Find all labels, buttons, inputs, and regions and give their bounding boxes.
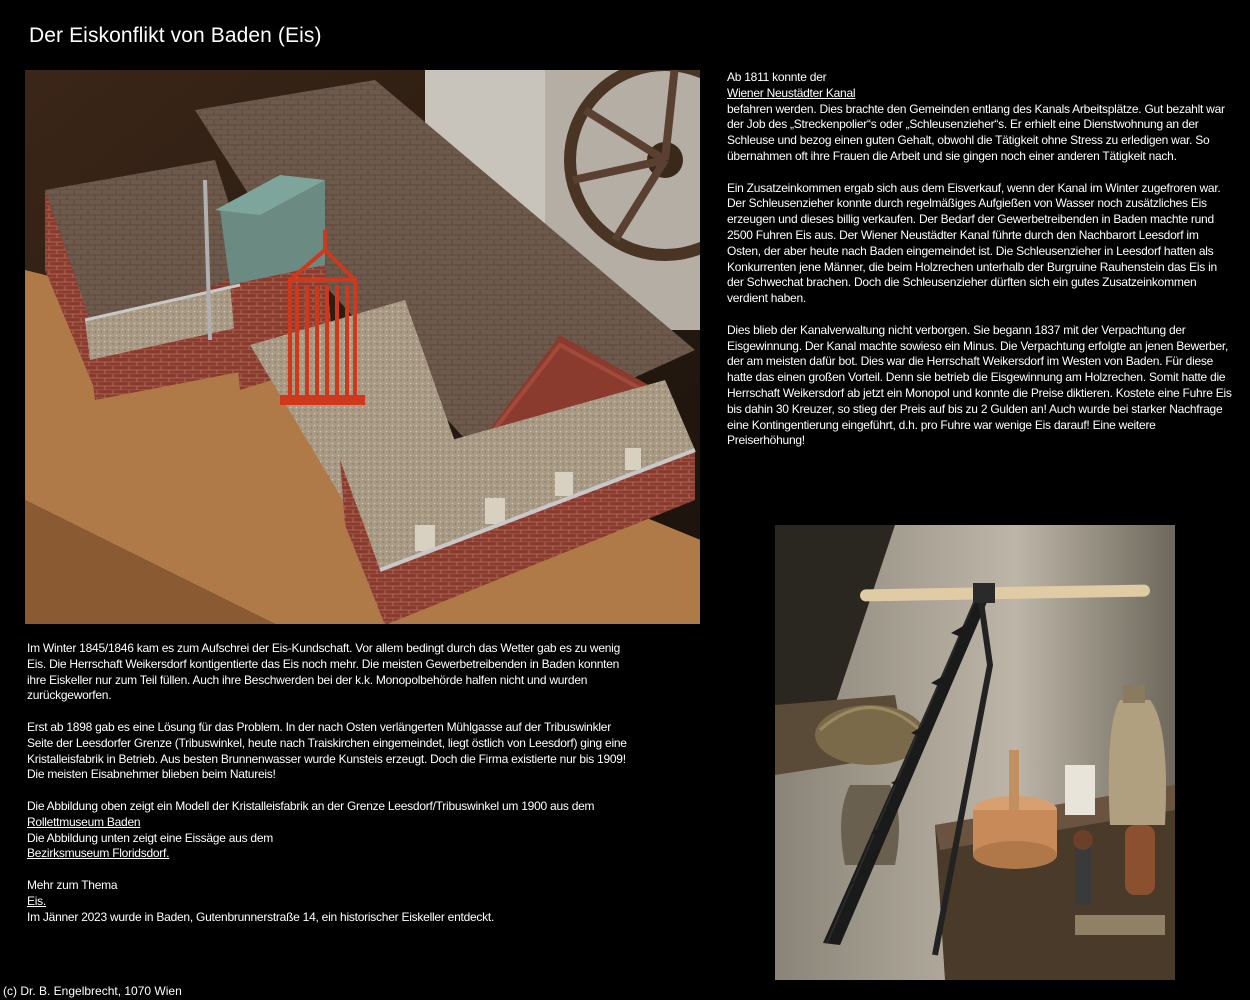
page-title: Der Eiskonflikt von Baden (Eis) (29, 24, 322, 47)
right-column-text (727, 70, 1232, 449)
paragraph-lease: Dies blieb der Kanalverwaltung nicht verborgen. Sie begann 1837 mit der Verpachtung der Eisgewinnung. Der Kanal machte sowieso ein Minus. Die Verpachtung erfolgte an jenen Bewerber, der am meisten dafür bot. Dies war die Herrschaft Weikersdorf im Westen von Baden. Für diese hatte das einen großen Vorteil. Denn sie betrieb die Eisgewinnung am Holzrechen. Somit hatte die Herrschaft Weikersdorf ab jetzt ein Monopol und konnte die Preise diktieren. Kostete eine Fuhre Eis bis dahin 30 Kreuzer, so stieg der Preis auf bis zu 2 Gulden an! Auch wurde bei starker Nachfrage eine Kontingentierung eingeführt, d.h. pro Fuhre war wenige Eis darauf! Eine weitere Preiserhöhung! (727, 322, 1232, 448)
canal-intro: Ab 1811 konnte der (727, 70, 827, 84)
link-eis[interactable]: Eis. (27, 893, 47, 908)
ice-factory-model-photo[interactable] (25, 70, 700, 624)
paragraph-additional-income: Ein Zusatzeinkommen ergab sich aus dem Eisverkauf, wenn der Kanal im Winter zugefroren war. Der Schleusenzieher konnte durch regelmäßiges Aufgießen von Wasser noch zusätzliches Eis erzeugen und dieses billig verkaufen. Der Bedarf der Gewerbetreibenden in Baden machte rund 2500 Fuhren Eis aus. Der Wiener Neustädter Kanal führte durch den Nachbarort Leesdorf im Osten, der aber heute nach Baden eingemeindet ist. Die Schleusenzieher in Leesdorf hatten als Konkurrenten jene Männer, die beim Holzrechen unterhalb der Burgruine Rauhenstein das Eis in der Schwechat brachen. Doch die Schleusenzieher dürften sich ein gutes Zusatzeinkommen verdient haben. (727, 180, 1221, 306)
more-topic-heading: Mehr zum Thema (27, 877, 118, 892)
link-rollettmuseum-baden[interactable]: Rollettmuseum Baden (27, 814, 141, 829)
eiskeller-note: Im Jänner 2023 wurde in Baden, Gutenbrunnerstraße 14, ein historischer Eiskeller entdeckt. (27, 909, 495, 924)
link-wiener-neustaedter-kanal[interactable]: Wiener Neustädter Kanal (727, 85, 856, 100)
image-credit-top: Die Abbildung oben zeigt ein Modell der Kristalleisfabrik an der Grenze Leesdorf/Tribuswinkel um 1900 aus dem (27, 798, 595, 813)
paragraph-canal-jobs (727, 70, 1232, 165)
link-bezirksmuseum-floridsdorf[interactable]: Bezirksmuseum Floridsdorf. (27, 846, 170, 861)
paragraph-crystal-ice-factory: Erst ab 1898 gab es eine Lösung für das Problem. In der nach Osten verlängerten Mühlgasse auf der Tribuswinkler Seite der Leesdorfer Grenze (Tribuswinkel, heute nach Traiskirchen eingemeindet, liegt östlich von Leesdorf) ging eine Kristalleisfabrik in Betrieb. Aus besten Brunnenwasser wurde Kunsteis erzeugt. Doch die Firma existierte nur bis 1909! Die meisten Eisabnehmer blieben beim Natureis! (27, 719, 627, 782)
image-credit-bottom: Die Abbildung unten zeigt eine Eissäge aus dem (27, 830, 274, 845)
paragraph-more-topic (27, 878, 637, 925)
copyright-notice: (c) Dr. B. Engelbrecht, 1070 Wien (3, 984, 182, 998)
ice-factory-model-illustration (25, 70, 700, 624)
canal-jobs-text: befahren werden. Dies brachte den Gemeinden entlang des Kanals Arbeitsplätze. Gut bezahlt war der Job des „Streckenpolier“s oder „Schleusenzieher“s. Er erhielt eine Dienstwohnung an der Schleuse und bezog einen guten Gehalt, obwohl die Tätigkeit ohne Stress zu erledigen war. So übernahmen oft ihre Frauen die Arbeit und sie gingen noch einer anderen Tätigkeit nach. (727, 101, 1225, 163)
paragraph-image-credits (27, 799, 637, 862)
left-column-text (27, 641, 637, 925)
ice-saw-illustration (775, 525, 1175, 980)
paragraph-winter-1845: Im Winter 1845/1846 kam es zum Aufschrei der Eis-Kundschaft. Vor allem bedingt durch das Wetter gab es zu wenig Eis. Die Herrschaft Weikersdorf kontigentierte das Eis noch mehr. Die meisten Gewerbetreibenden in Baden konnten ihre Eiskeller nur zum Teil füllen. Auch ihre Beschwerden bei der k.k. Monopolbehörde halfen nicht und wurden zurückgeworfen. (27, 641, 621, 703)
ice-saw-photo[interactable] (775, 525, 1175, 980)
